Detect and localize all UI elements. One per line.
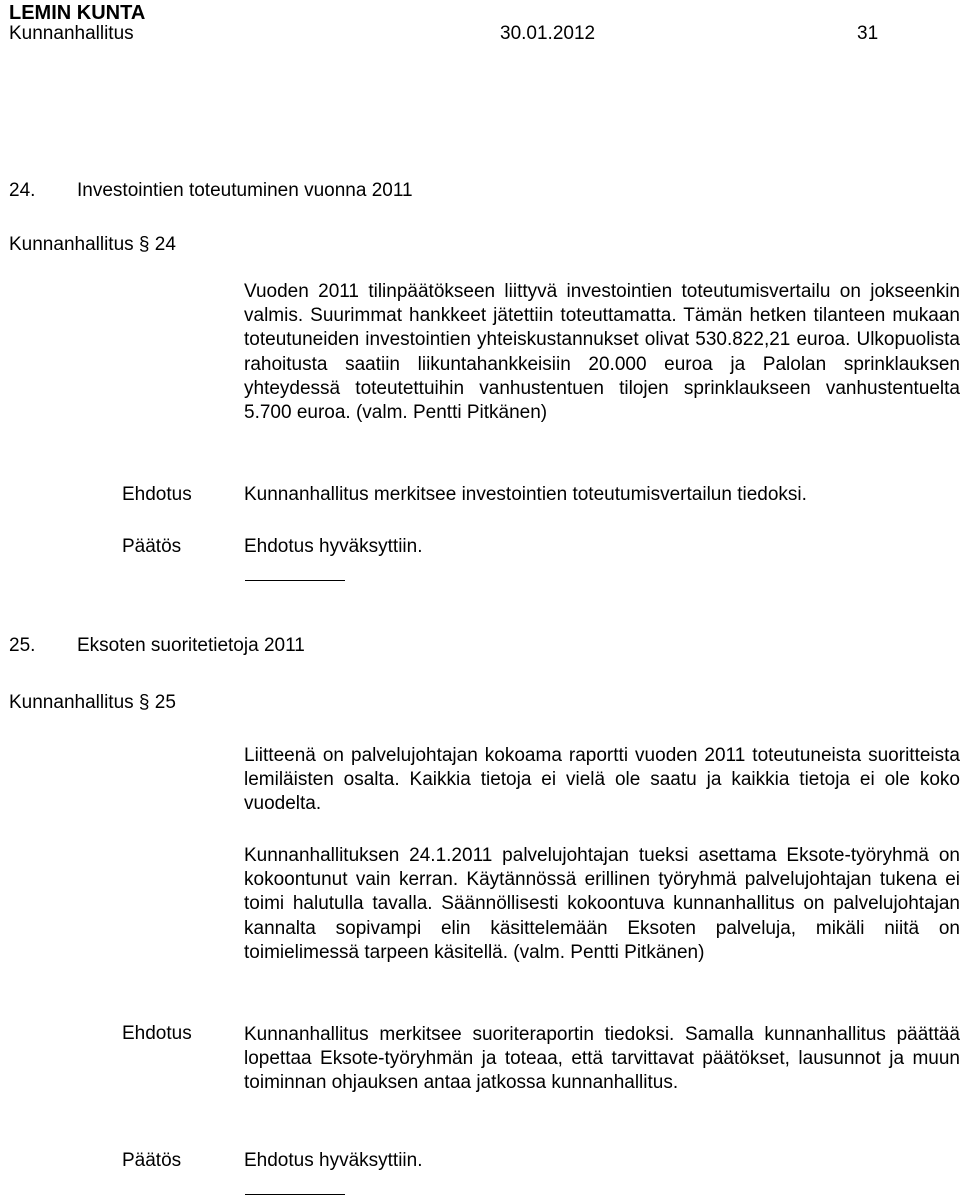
separator-line (245, 580, 345, 581)
decision-label: Päätös (122, 1150, 182, 1171)
item-description (244, 280, 960, 425)
decision-text: Ehdotus hyväksyttiin. (244, 1150, 423, 1171)
item-number: 25. (9, 635, 36, 656)
paragraph: Kunnanhallituksen 24.1.2011 palvelujohtajan tueksi asettama Eksote-työryhmä on kokoontunut vain kerran. Käytännössä erillinen työryhmä palvelujohtajan tukena ei toimi halutulla tavalla. Säännöllisesti kokoontuva kunnanhallitus on palvelujohtajan kannalta sopivampi elin käsittelemään Eksoten palveluja, mikäli niitä on toimielimessä tarpeen käsitellä. (valm. Pentti Pitkänen) (244, 845, 960, 963)
item-number: 24. (9, 180, 36, 201)
item-title: Investointien toteutuminen vuonna 2011 (77, 180, 413, 201)
separator-line (245, 1194, 345, 1195)
item-reference: Kunnanhallitus § 25 (9, 692, 176, 713)
item-description (244, 744, 960, 817)
paragraph: Liitteenä on palvelujohtajan kokoama raportti vuoden 2011 toteutuneista suoritteista lemiläisten osalta. Kaikkia tietoja ei vielä ole saatu ja kaikkia tietoja ei ole koko vuodelta. (244, 745, 960, 815)
proposal-text (244, 1023, 960, 1096)
header-date: 30.01.2012 (500, 23, 596, 44)
header-page-number: 31 (857, 23, 879, 44)
organization-name: LEMIN KUNTA (9, 2, 146, 24)
proposal-text: Kunnanhallitus merkitsee investointien toteutumisvertailun tiedoksi. (244, 484, 807, 505)
header-body-name: Kunnanhallitus (9, 23, 134, 44)
proposal-label: Ehdotus (122, 1023, 192, 1044)
item-description (244, 844, 960, 965)
paragraph: Kunnanhallitus merkitsee suoriteraportin tiedoksi. Samalla kunnanhallitus päättää lopettaa Eksote-työryhmän ja toteaa, että tarvittavat päätökset, lausunnot ja muun toiminnan ohjauksen antaa jatkossa kunnanhallitus. (244, 1024, 960, 1094)
decision-text: Ehdotus hyväksyttiin. (244, 536, 423, 557)
decision-label: Päätös (122, 536, 182, 557)
item-title: Eksoten suoritetietoja 2011 (77, 635, 305, 656)
item-reference: Kunnanhallitus § 24 (9, 234, 176, 255)
paragraph: Vuoden 2011 tilinpäätökseen liittyvä investointien toteutumisvertailu on jokseenkin valmis. Suurimmat hankkeet jätettiin toteuttamatta. Tämän hetken tilanteen mukaan toteutuneiden investointien yhteiskustannukset olivat 530.822,21 euroa. Ulkopuolista rahoitusta saatiin liikuntahankkeisiin 20.000 euroa ja Palolan sprinklauksen yhteydessä toteutettuihin vanhustentuen tilojen sprinklaukseen vanhustentuelta 5.700 euroa. (valm. Pentti Pitkänen) (244, 281, 960, 424)
proposal-label: Ehdotus (122, 484, 192, 505)
